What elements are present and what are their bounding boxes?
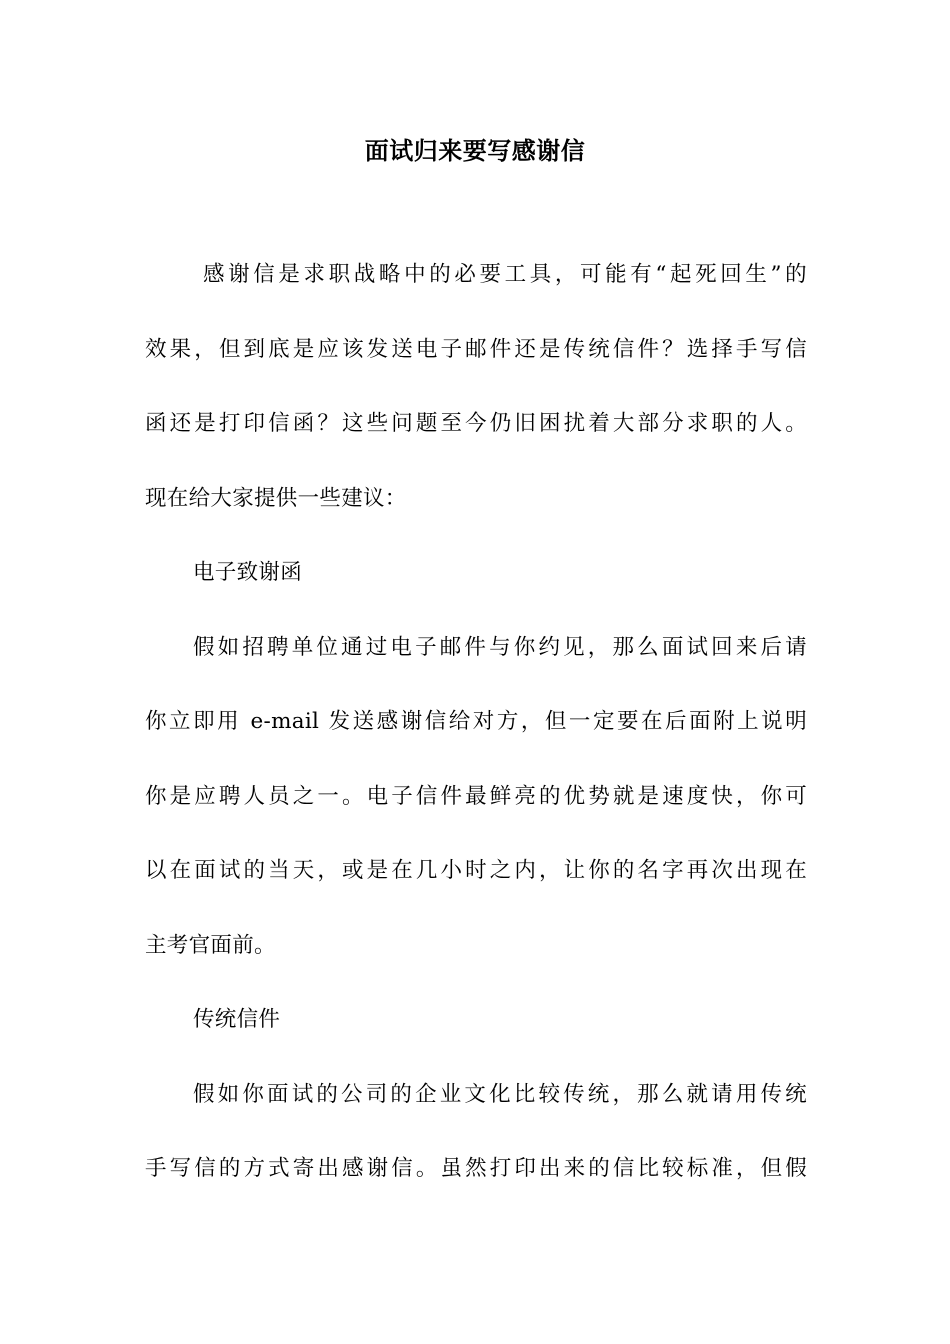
paragraph-line: 效果，但到底是应该发送电子邮件还是传统信件？选择手写信: [145, 336, 807, 362]
paragraph-line: 感谢信是求职战略中的必要工具，可能有“起死回生”的: [203, 262, 807, 287]
document-title: 面试归来要写感谢信: [364, 136, 586, 165]
paragraph-line: 现在给大家提供一些建议：: [145, 485, 407, 511]
section-heading: 电子致谢函: [193, 560, 303, 585]
section-heading: 传统信件: [193, 1007, 281, 1032]
document-body: [145, 255, 807, 1224]
paragraph-line: 你是应聘人员之一。电子信件最鲜亮的优势就是速度快，你可: [145, 783, 807, 809]
paragraph-line: 手写信的方式寄出感谢信。虽然打印出来的信比较标准，但假: [145, 1156, 807, 1181]
paragraph-line: 函还是打印信函？这些问题至今仍旧困扰着大部分求职的人。: [145, 411, 807, 436]
paragraph-line: 假如你面试的公司的企业文化比较传统，那么就请用传统: [193, 1081, 807, 1107]
paragraph-line: 你立即用 e-mail 发送感谢信给对方，但一定要在后面附上说明: [145, 709, 807, 734]
paragraph-line: 以在面试的当天，或是在几小时之内，让你的名字再次出现在: [145, 858, 807, 883]
paragraph-line: 主考官面前。: [145, 932, 276, 958]
paragraph-line: 假如招聘单位通过电子邮件与你约见，那么面试回来后请: [193, 634, 807, 660]
